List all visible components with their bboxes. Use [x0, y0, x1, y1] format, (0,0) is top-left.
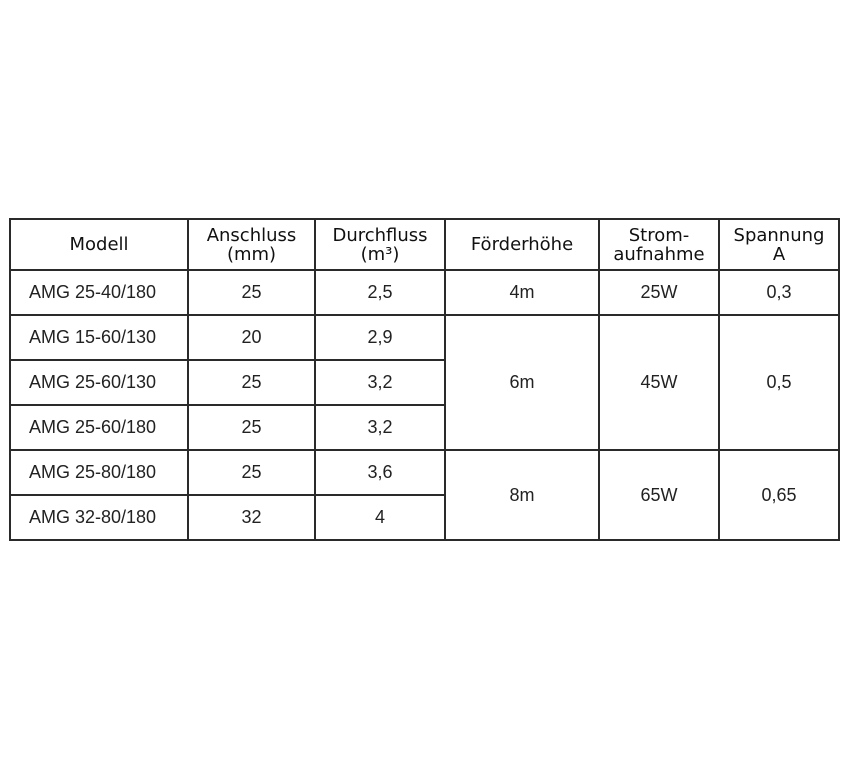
cell-durchfluss: 4 [315, 495, 445, 540]
cell-stromaufnahme: 45W [599, 315, 719, 450]
cell-durchfluss: 3,6 [315, 450, 445, 495]
cell-foerderhoehe: 6m [445, 315, 599, 450]
cell-durchfluss: 3,2 [315, 405, 445, 450]
header-anschluss: Anschluss (mm) [188, 219, 315, 270]
cell-durchfluss: 2,9 [315, 315, 445, 360]
cell-foerderhoehe: 4m [445, 270, 599, 315]
cell-anschluss: 25 [188, 450, 315, 495]
cell-model: AMG 32-80/180 [10, 495, 188, 540]
cell-stromaufnahme: 25W [599, 270, 719, 315]
cell-model: AMG 25-60/130 [10, 360, 188, 405]
pump-spec-table [9, 218, 840, 541]
cell-anschluss: 20 [188, 315, 315, 360]
cell-anschluss: 25 [188, 360, 315, 405]
cell-model: AMG 15-60/130 [10, 315, 188, 360]
cell-model: AMG 25-40/180 [10, 270, 188, 315]
cell-anschluss: 32 [188, 495, 315, 540]
table-row [10, 315, 839, 360]
cell-durchfluss: 3,2 [315, 360, 445, 405]
cell-foerderhoehe: 8m [445, 450, 599, 540]
table-row [10, 450, 839, 495]
cell-spannung: 0,3 [719, 270, 839, 315]
header-durchfluss: Durchfluss (m³) [315, 219, 445, 270]
cell-anschluss: 25 [188, 405, 315, 450]
header-spannung: Spannung A [719, 219, 839, 270]
cell-spannung: 0,5 [719, 315, 839, 450]
table-row [10, 270, 839, 315]
header-foerderhoehe: Förderhöhe [445, 219, 599, 270]
header-row [10, 219, 839, 270]
header-modell: Modell [10, 219, 188, 270]
cell-spannung: 0,65 [719, 450, 839, 540]
cell-stromaufnahme: 65W [599, 450, 719, 540]
cell-model: AMG 25-80/180 [10, 450, 188, 495]
header-stromaufnahme: Strom- aufnahme [599, 219, 719, 270]
cell-durchfluss: 2,5 [315, 270, 445, 315]
cell-anschluss: 25 [188, 270, 315, 315]
cell-model: AMG 25-60/180 [10, 405, 188, 450]
